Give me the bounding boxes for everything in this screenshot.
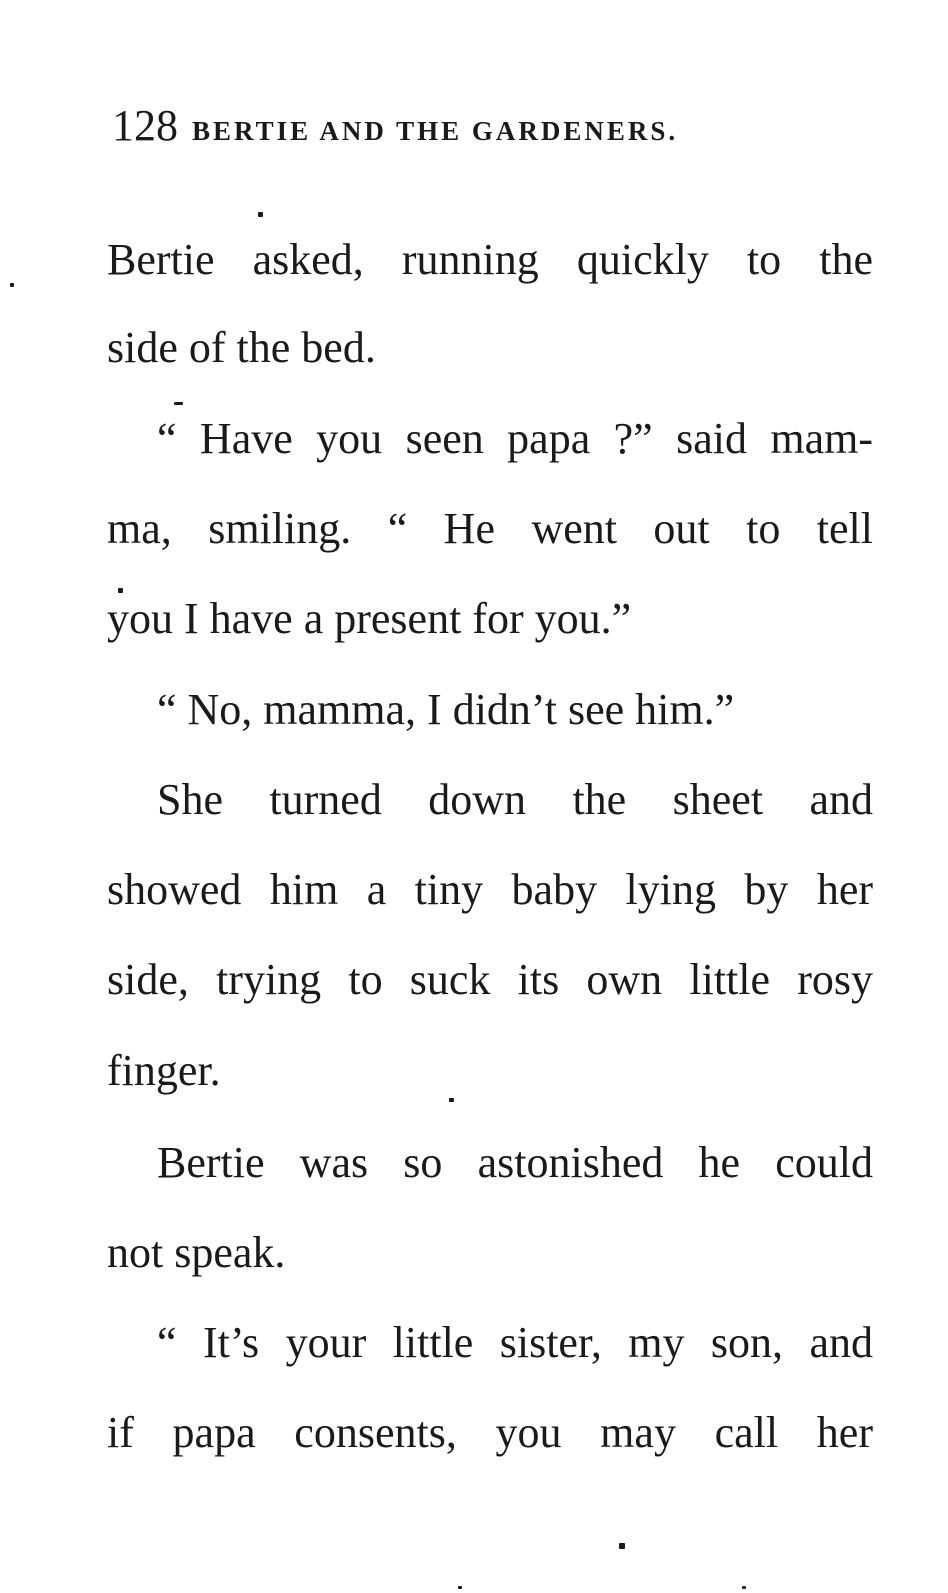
body-line: not speak.: [107, 1228, 286, 1277]
running-title: BERTIE AND THE GARDENERS.: [192, 116, 679, 146]
ink-speck: [449, 1098, 454, 1102]
body-line: ma, smiling. “ He went out to tell: [107, 504, 873, 553]
ink-speck: [742, 1586, 746, 1589]
body-line: side of the bed.: [107, 323, 376, 372]
body-line: you I have a present for you.”: [107, 594, 632, 643]
ink-speck: [118, 588, 123, 593]
page-number: 128: [112, 101, 178, 150]
body-line: “ It’s your little sister, my son, and: [157, 1318, 873, 1367]
body-line: Bertie asked, running quickly to the: [107, 235, 873, 284]
body-line: showed him a tiny baby lying by her: [107, 865, 873, 914]
body-line: “ No, mamma, I didn’t see him.”: [157, 685, 735, 734]
ink-speck: [10, 283, 14, 287]
ink-speck: [174, 402, 183, 405]
ink-speck: [619, 1543, 625, 1549]
body-line: “ Have you seen papa ?” said mam-: [157, 414, 873, 463]
body-line: side, trying to suck its own little rosy: [107, 955, 873, 1004]
body-line: if papa consents, you may call her: [107, 1408, 873, 1457]
body-line: finger.: [107, 1046, 221, 1095]
running-head: [112, 98, 812, 164]
ink-speck: [258, 212, 263, 217]
ink-speck: [458, 1586, 462, 1589]
body-line: Bertie was so astonished he could: [157, 1138, 873, 1187]
body-line: She turned down the sheet and: [157, 775, 873, 824]
